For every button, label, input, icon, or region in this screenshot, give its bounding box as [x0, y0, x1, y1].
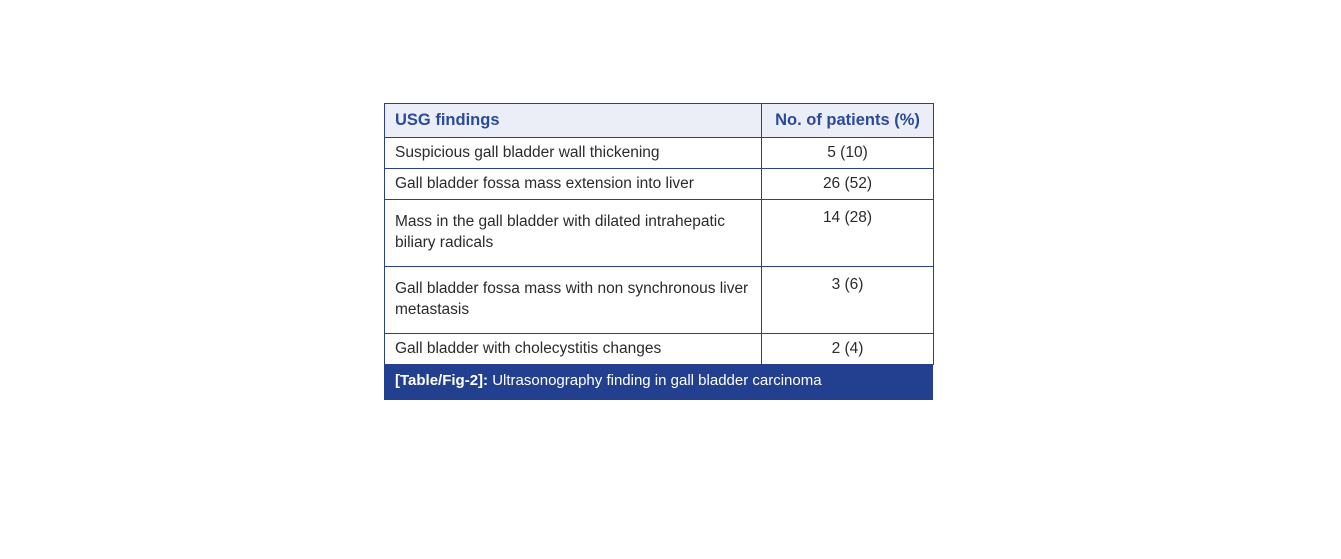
cell-finding: Suspicious gall bladder wall thickening [385, 138, 762, 169]
table-row [385, 267, 934, 334]
table-header [385, 104, 934, 138]
table-caption [384, 365, 933, 400]
cell-finding: Mass in the gall bladder with dilated intrahepatic biliary radicals [385, 200, 762, 267]
cell-finding: Gall bladder with cholecystitis changes [385, 334, 762, 365]
cell-finding: Gall bladder fossa mass extension into liver [385, 169, 762, 200]
column-header-usg-findings: USG findings [385, 104, 762, 138]
table-figure [384, 103, 933, 400]
table-row [385, 200, 934, 267]
cell-patients: 5 (10) [762, 138, 934, 169]
cell-patients: 26 (52) [762, 169, 934, 200]
table-row [385, 138, 934, 169]
table-row [385, 334, 934, 365]
cell-patients: 3 (6) [762, 267, 934, 334]
cell-patients: 14 (28) [762, 200, 934, 267]
usg-findings-table [384, 103, 934, 365]
table-header-row [385, 104, 934, 138]
table-row [385, 169, 934, 200]
cell-finding: Gall bladder fossa mass with non synchronous liver metastasis [385, 267, 762, 334]
column-header-no-of-patients: No. of patients (%) [762, 104, 934, 138]
table-caption-text: Ultrasonography finding in gall bladder carcinoma [488, 372, 822, 389]
cell-patients: 2 (4) [762, 334, 934, 365]
table-body [385, 138, 934, 365]
table-caption-tag: [Table/Fig-2]: [395, 372, 489, 389]
